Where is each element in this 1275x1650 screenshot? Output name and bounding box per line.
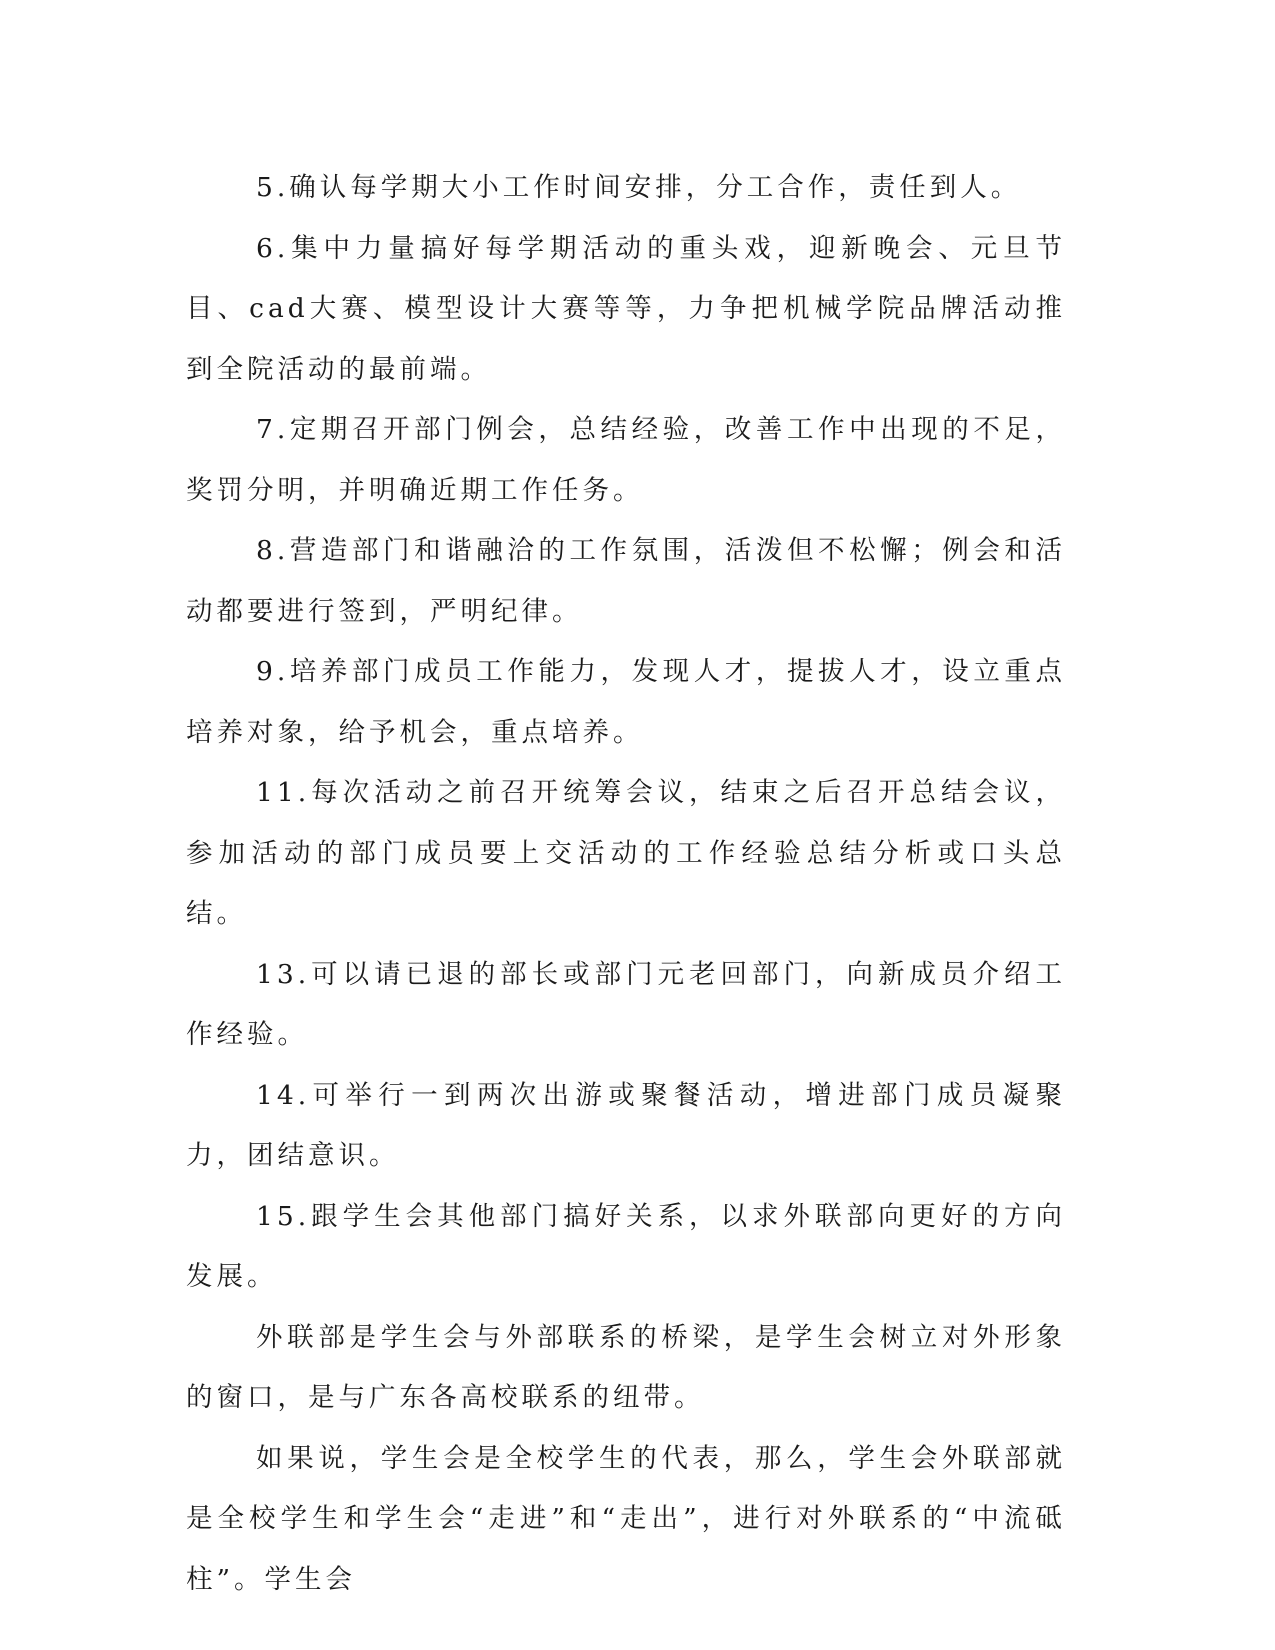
paragraph-8: 8.营造部门和谐融洽的工作氛围，活泼但不松懈；例会和活动都要进行签到，严明纪律。 [186,535,1066,627]
paragraph-14: 14.可举行一到两次出游或聚餐活动，增进部门成员凝聚力，团结意识。 [186,1079,1066,1171]
paragraph-15: 15.跟学生会其他部门搞好关系，以求外联部向更好的方向发展。 [186,1200,1066,1292]
paragraph-11: 11.每次活动之前召开统筹会议，结束之后召开总结会议，参加活动的部门成员要上交活动的工作经验总结分析或口头总结。 [186,777,1066,929]
document-body [186,158,1066,1610]
paragraph-liaison-intro: 外联部是学生会与外部联系的桥梁，是学生会树立对外形象的窗口，是与广东各高校联系的纽带。 [186,1321,1066,1413]
paragraph-13: 13.可以请已退的部长或部门元老回部门，向新成员介绍工作经验。 [186,958,1066,1050]
paragraph-liaison-role: 如果说，学生会是全校学生的代表，那么，学生会外联部就是全校学生和学生会“走进”和“走出”，进行对外联系的“中流砥柱”。学生会 [186,1442,1066,1595]
paragraph-7: 7.定期召开部门例会，总结经验，改善工作中出现的不足，奖罚分明，并明确近期工作任务。 [186,414,1066,506]
paragraph-5: 5.确认每学期大小工作时间安排，分工合作，责任到人。 [256,172,1022,203]
paragraph-9: 9.培养部门成员工作能力，发现人才，提拔人才，设立重点培养对象，给予机会，重点培养。 [186,656,1066,748]
paragraph-6: 6.集中力量搞好每学期活动的重头戏，迎新晚会、元旦节目、cad大赛、模型设计大赛等等，力争把机械学院品牌活动推到全院活动的最前端。 [186,232,1066,385]
